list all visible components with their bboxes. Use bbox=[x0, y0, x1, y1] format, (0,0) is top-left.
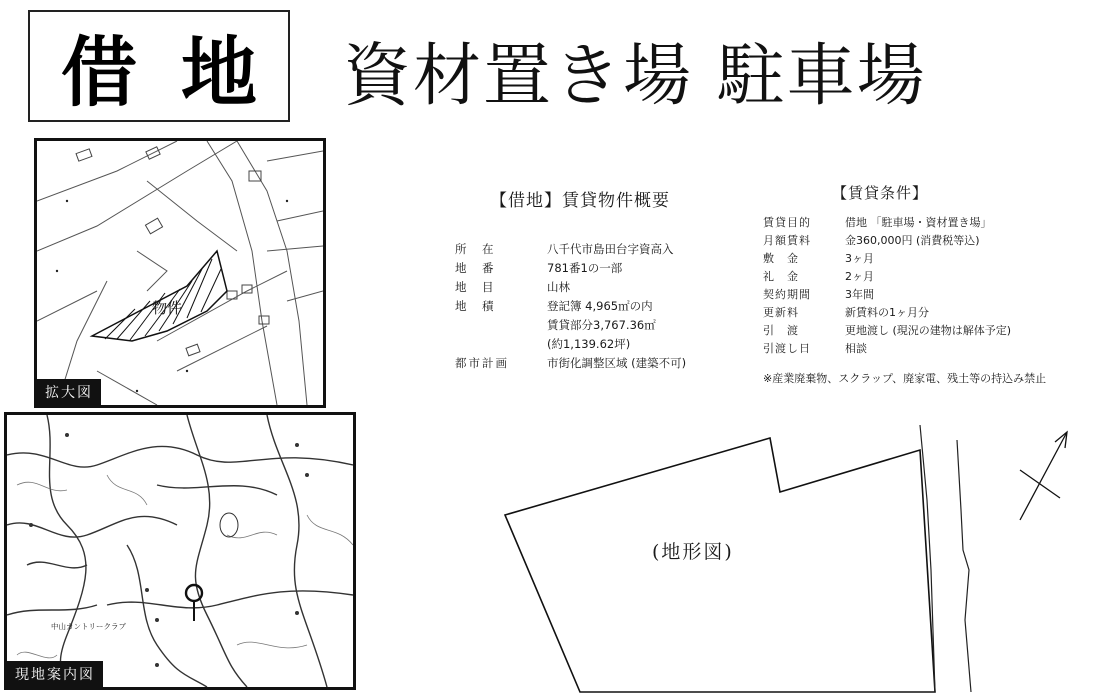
area-map-drawing bbox=[7, 415, 353, 687]
conditions-value: 2ヶ月 bbox=[845, 270, 874, 283]
conditions-title: 【賃貸条件】 bbox=[832, 184, 929, 202]
conditions-note: ※産業廃棄物、スクラップ、廃家電、残土等の持込み禁止 bbox=[763, 372, 1047, 385]
property-parcel bbox=[92, 251, 227, 341]
conditions-table bbox=[763, 214, 1011, 358]
summary-row bbox=[455, 278, 686, 297]
lease-tag-box bbox=[28, 10, 301, 122]
summary-label: 都市計画 bbox=[455, 356, 509, 370]
conditions-row bbox=[763, 286, 1011, 304]
conditions-row bbox=[763, 340, 1011, 358]
conditions-row bbox=[763, 268, 1011, 286]
conditions-row bbox=[763, 214, 1011, 232]
country-club-label: 中山カントリークラブ bbox=[51, 622, 126, 631]
terrain-outline bbox=[505, 438, 935, 692]
site-marker bbox=[186, 585, 202, 601]
conditions-value: 新賃料の1ヶ月分 bbox=[845, 306, 929, 319]
conditions-row bbox=[763, 304, 1011, 322]
summary-label bbox=[455, 316, 547, 335]
conditions-value: 相談 bbox=[845, 342, 867, 355]
conditions-label: 引渡し日 bbox=[763, 342, 811, 355]
summary-value: (約1,139.62坪) bbox=[547, 337, 631, 351]
summary-value: 市街化調整区域 (建築不可) bbox=[547, 356, 687, 370]
summary-label: 地 積 bbox=[455, 299, 496, 313]
conditions-label: 敷 金 bbox=[763, 252, 799, 265]
summary-row bbox=[455, 316, 686, 335]
summary-label bbox=[455, 335, 547, 354]
area-guide-map bbox=[4, 412, 356, 690]
summary-value: 八千代市島田台字資高入 bbox=[547, 242, 674, 256]
summary-value: 登記簿 4,965㎡の内 bbox=[547, 299, 653, 313]
summary-row bbox=[455, 354, 686, 373]
area-map-label: 現地案内図 bbox=[7, 661, 103, 687]
terrain-label: (地形図) bbox=[652, 541, 734, 563]
conditions-label: 更新料 bbox=[763, 306, 799, 319]
conditions-label: 契約期間 bbox=[763, 288, 811, 301]
summary-table bbox=[455, 240, 686, 373]
summary-row bbox=[455, 240, 686, 259]
conditions-value: 更地渡し (現況の建物は解体予定) bbox=[845, 324, 1012, 337]
summary-value: 賃貸部分3,767.36㎡ bbox=[547, 318, 656, 332]
summary-label: 地 番 bbox=[455, 261, 496, 275]
summary-value: 781番1の一部 bbox=[547, 261, 623, 275]
conditions-label: 月額賃料 bbox=[763, 234, 811, 247]
conditions-value: 金360,000円 (消費税等込) bbox=[845, 234, 980, 247]
north-arrow-icon bbox=[1020, 432, 1067, 520]
summary-label: 所 在 bbox=[455, 242, 496, 256]
conditions-label: 賃貸目的 bbox=[763, 216, 811, 229]
conditions-label: 礼 金 bbox=[763, 270, 799, 283]
lease-tag: 借地 bbox=[61, 27, 301, 117]
conditions-label: 引 渡 bbox=[763, 324, 799, 337]
conditions-value: 3年間 bbox=[845, 288, 874, 301]
summary-title: 【借地】賃貸物件概要 bbox=[490, 191, 670, 211]
detail-map bbox=[34, 138, 326, 408]
conditions-value: 借地 「駐車場・資材置き場」 bbox=[845, 216, 992, 229]
summary-row bbox=[455, 335, 686, 354]
terrain-diagram bbox=[495, 420, 1095, 695]
conditions-value: 3ヶ月 bbox=[845, 252, 874, 265]
conditions-row bbox=[763, 232, 1011, 250]
headline: 資材置き場 駐車場 bbox=[343, 37, 927, 116]
detail-map-drawing bbox=[37, 141, 323, 405]
summary-row bbox=[455, 259, 686, 278]
property-label: 物件 bbox=[152, 299, 183, 317]
summary-value: 山林 bbox=[547, 280, 570, 294]
summary-label: 地 目 bbox=[455, 280, 496, 294]
detail-map-label: 拡大図 bbox=[37, 379, 101, 405]
conditions-row bbox=[763, 250, 1011, 268]
conditions-row bbox=[763, 322, 1011, 340]
summary-row bbox=[455, 297, 686, 316]
